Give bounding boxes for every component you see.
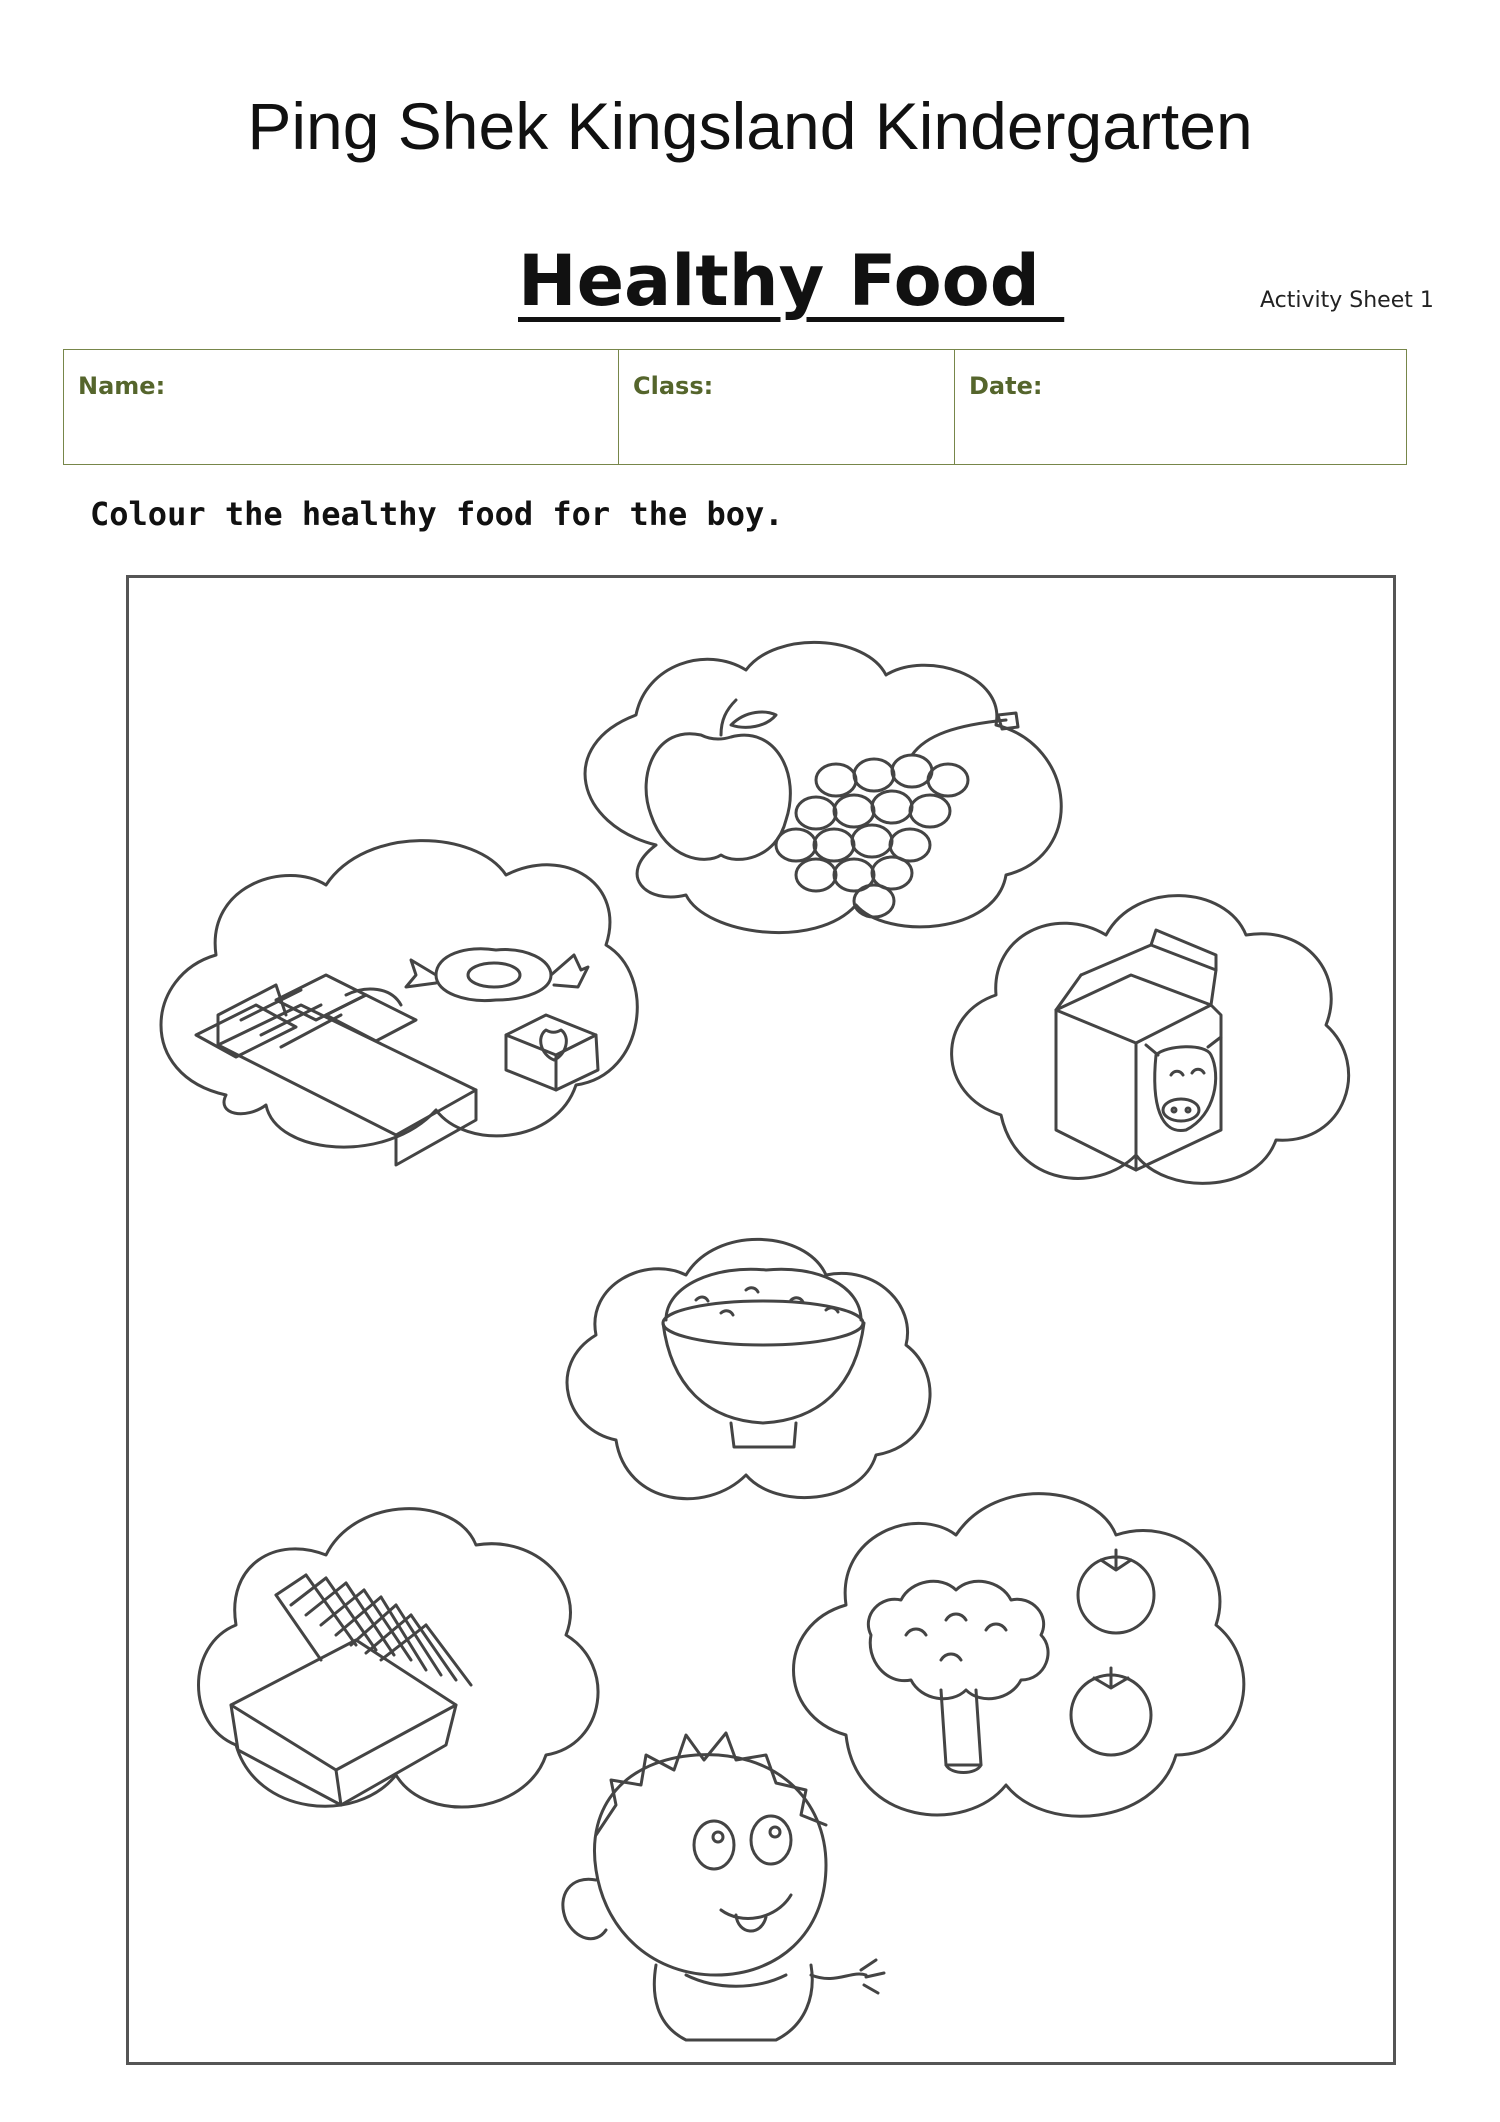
- vegetables-bubble[interactable]: [794, 1494, 1244, 1817]
- boy-right-eye: [751, 1816, 791, 1864]
- broccoli-icon: [868, 1581, 1048, 1772]
- boy-arm: [811, 1960, 884, 1993]
- fruit-bubble[interactable]: [585, 642, 1061, 932]
- name-field[interactable]: [64, 350, 618, 464]
- name-label: Name:: [78, 372, 166, 400]
- rice-bowl-icon: [663, 1269, 864, 1447]
- sheet-number: Activity Sheet 1: [1260, 288, 1434, 313]
- candy-icon: [406, 949, 588, 1001]
- sheet-title: Healthy Food: [518, 240, 1065, 322]
- boy-illustration: [563, 1733, 884, 2040]
- sweets-bubble[interactable]: [161, 841, 637, 1165]
- french-fries-icon: [231, 1575, 471, 1805]
- tomato-top-icon: [1078, 1550, 1154, 1633]
- apple-icon: [646, 700, 790, 859]
- sweets-cloud-outline: [161, 841, 637, 1147]
- class-field[interactable]: [618, 350, 954, 464]
- rice-bubble[interactable]: [567, 1239, 930, 1498]
- grapes-icon: [776, 713, 1018, 917]
- milk-bubble[interactable]: [952, 896, 1349, 1184]
- date-label: Date:: [969, 372, 1043, 400]
- boy-left-pupil: [713, 1832, 723, 1842]
- vegetables-cloud-outline: [794, 1494, 1244, 1817]
- instruction-text: Colour the healthy food for the boy.: [90, 495, 784, 533]
- date-field[interactable]: [954, 350, 1406, 464]
- boy-right-pupil: [770, 1827, 780, 1837]
- boy-body: [654, 1965, 812, 2040]
- boy-mouth: [721, 1895, 791, 1918]
- milk-carton-icon: [1056, 930, 1221, 1170]
- milk-cloud-outline: [952, 896, 1349, 1184]
- chocolate-bar-icon: [196, 975, 476, 1165]
- fries-bubble[interactable]: [199, 1509, 599, 1807]
- colouring-illustration: [126, 575, 1396, 2065]
- boy-left-eye: [694, 1821, 734, 1869]
- rice-cloud-outline: [567, 1239, 930, 1498]
- tomato-bottom-icon: [1071, 1668, 1151, 1755]
- strawberry-candy-icon: [506, 1015, 598, 1090]
- boy-collar: [686, 1975, 786, 1986]
- class-label: Class:: [633, 372, 714, 400]
- student-info-table: [63, 349, 1407, 465]
- school-name: Ping Shek Kingsland Kindergarten: [247, 89, 1253, 163]
